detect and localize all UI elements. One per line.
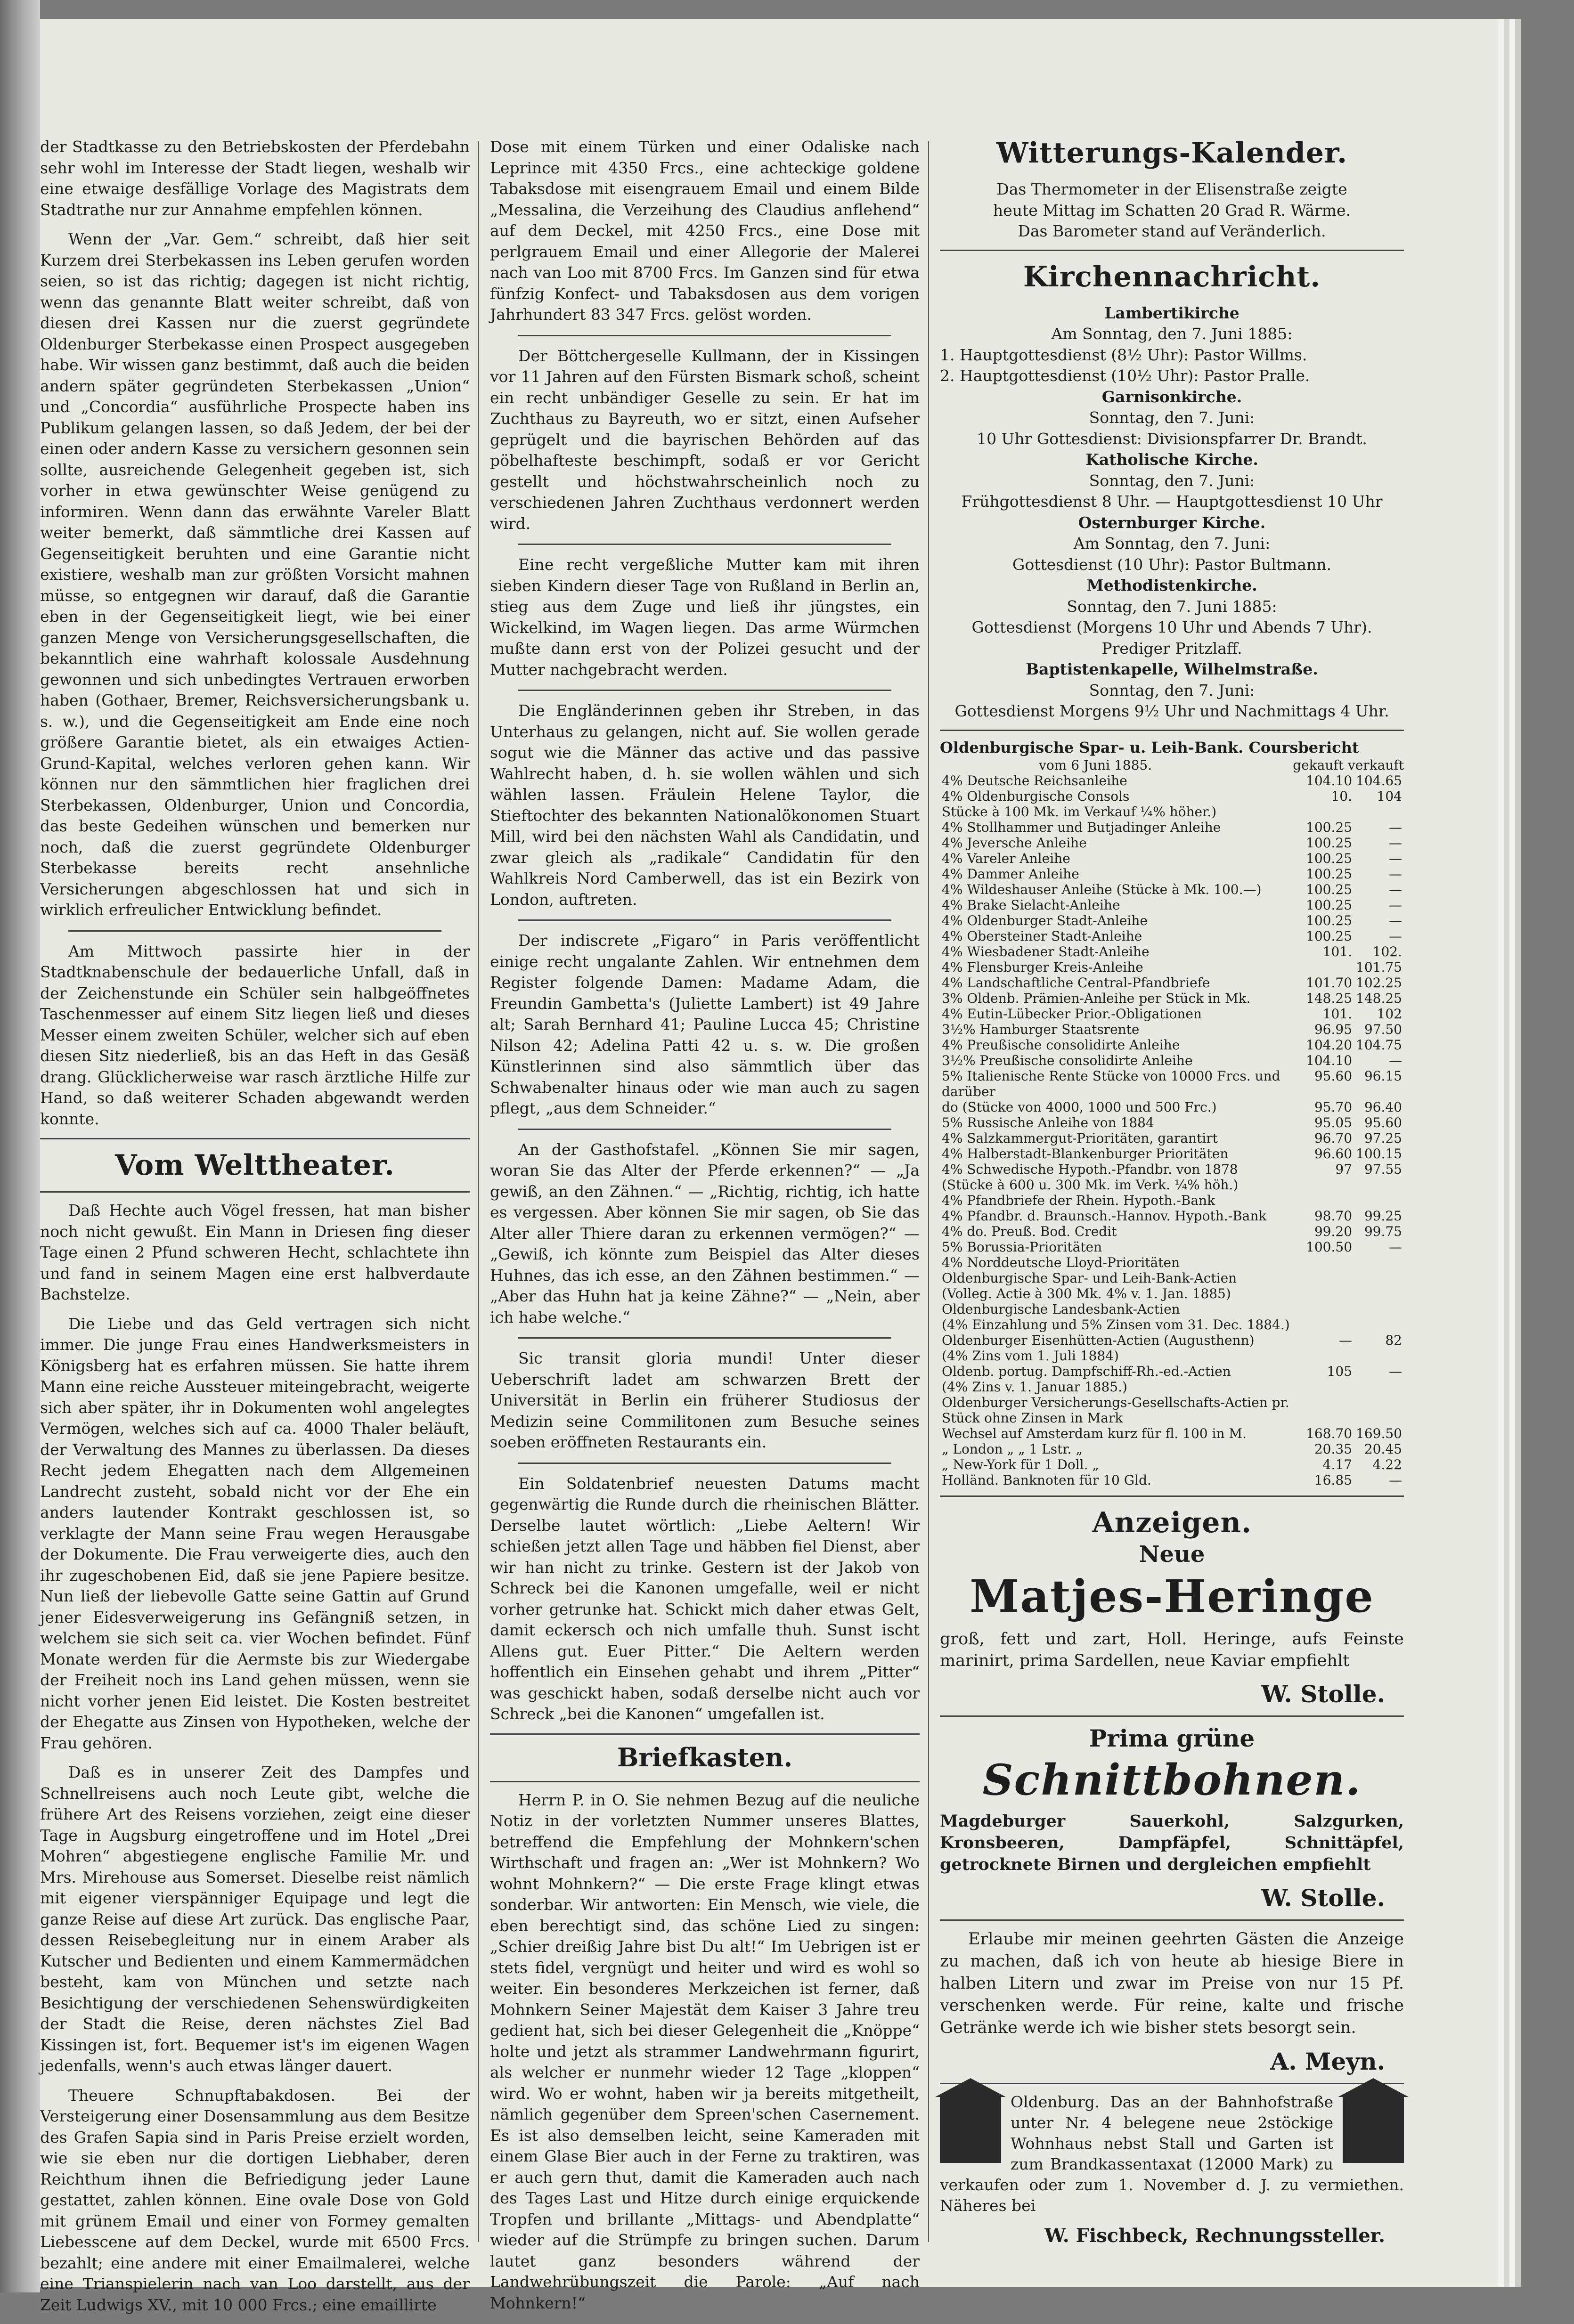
kurs-row (940, 788, 1404, 804)
church-line: Garnisonkirche. (1101, 387, 1242, 406)
kurs-buy-value: 168.70 (1306, 1425, 1353, 1441)
kurs-row (940, 1162, 1404, 1177)
kurs-buy-value: 10. (1331, 788, 1353, 804)
kurs-row (940, 773, 1404, 788)
kurs-row (940, 866, 1404, 882)
kurs-security-name: 4% Preußische consolidirte Anleihe (942, 1037, 1180, 1053)
kurs-row (940, 1115, 1404, 1130)
article-liebe-geld: Die Liebe und das Geld vertragen sich nicht immer. Die junge Frau eines Handwerksmeisters in Königsberg hat es erfahren müssen. Sie hatte ihrem Mann eine reiche Aussteuer miteingebracht, weigerte sich aber später, ihr in Dokumenten wohl angelegtes Vermögen, welches sich auf ca. 4000 Thaler beläuft, der Verwaltung des Mannes zu überlassen. Da dieses Recht jedem Ehegatten nach dem Allgemeinen Landrecht zusteht, sobald nicht vor der Ehe ein anders lautender Kontrakt geschlossen ist, so verklagte der Mann seine Frau wegen Herausgabe der Dokumente. Die Frau verweigerte dies, auch den ihr zugeschobenen Eid, daß sie jene Papiere besitze. Nun ließ der liebevolle Gatte seine Gattin auf Grund jener Eidesverweigerung ins Gefängniß setzen, in welchem sie sich seit ca. vier Wochen befindet. Fünf Monate werden für die Aermste bis zur Wiedergabe der Freiheit noch ins Land gehen müssen, wenn sie nicht vorher jenen Eid leistet. Die Kosten bestreitet der Ehegatte aus Zinsen von Hypotheken, welche der Frau gehören. (40, 1314, 470, 1752)
kurs-row (940, 1441, 1404, 1457)
kurs-security-name: 4% Wildeshauser Anleihe (Stücke à Mk. 100.—) (942, 881, 1262, 897)
divider (940, 2083, 1404, 2084)
kurs-buy-value: 96.60 (1314, 1146, 1353, 1162)
kurs-buy-value: 96.95 (1314, 1021, 1353, 1037)
kurs-sell-value: — (1389, 866, 1402, 882)
kurs-sell-value: 97.25 (1364, 1130, 1402, 1146)
kurs-security-name: 4% Brake Sielacht-Anleihe (942, 897, 1120, 913)
kurs-sell-value: — (1389, 819, 1402, 835)
kurs-security-name: (Volleg. Actie à 300 Mk. 4% v. 1. Jan. 1885) (942, 1285, 1231, 1301)
divider (940, 250, 1404, 251)
kurs-row (940, 1472, 1404, 1488)
kurs-security-name: Stücke à 100 Mk. im Verkauf ¼% höher.) (942, 804, 1217, 820)
ad1-title: Matjes-Heringe (970, 1570, 1374, 1623)
kurs-row (940, 897, 1404, 913)
kurs-row (940, 944, 1404, 959)
kurs-sell-value: 102.25 (1356, 975, 1402, 991)
kurs-buy-value: 100.25 (1306, 912, 1353, 928)
kurs-sell-value: — (1389, 835, 1402, 851)
kurs-security-name: (4% Einzahlung und 5% Zinsen vom 31. Dec. 1884.) (942, 1316, 1290, 1333)
weather-line: Das Thermometer in der Elisenstraße zeigte (996, 180, 1347, 198)
kurs-row (940, 1426, 1404, 1441)
kurs-buy-value: 97 (1335, 1161, 1353, 1177)
article-briefkasten: Herrn P. in O. Sie nehmen Bezug auf die neuliche Notiz in der vorletzten Nummer unseres Blattes, betreffend die Empfehlung der Mohnkern'schen Wirthschaft und fragen an: „Wer ist Mohnkern? Wo wohnt Mohnkern?“ — Die erste Frage klingt etwas sonderbar. Wir antworten: Ein Mensch, wie viele, die eben berechtigt sind, das schöne Lied zu singen: „Schier dreißig Jahre bist Du alt!“ Im Uebrigen ist er stets fidel, vergnügt und heiter und wird es wohl so weiter. Ein besonderes Merkzeichen ist ferner, daß Mohnkern Seiner Majestät dem Kaiser 3 Jahre treu gedient hat, sich bei dieser Gelegenheit die „Knöppe“ holte und jetzt als strammer Landwehrmann figurirt, als welcher er nunmehr wieder 12 Tage „kloppen“ wird. Wo er wohnt, haben wir ja bereits mitgetheilt, nämlich gegenüber dem Spreen'schen Casernement. Es ist also demselben leicht, seine Kameraden mit einem Glase Bier auch in der Ferne zu traktiren, was er auch gern thut, damit die Kameraden auch nach des Tages Last und Hitze durch einige erquickende Tropfen und brillante „Mittags- und Abendplatte“ wieder auf die Strümpfe zu bringen suchen. Darum lautet ganz besonders während der Landwehrübungszeit die Parole: „Auf nach Mohnkern!“ (490, 1790, 920, 2312)
church-line: Sonntag, den 7. Juni: (1089, 471, 1255, 490)
divider (518, 1337, 891, 1339)
divider (518, 690, 891, 691)
kurs-buy-value: 101.70 (1306, 975, 1353, 991)
kurs-row (940, 1286, 1404, 1301)
kurs-buy-value: 101. (1322, 943, 1353, 959)
kurs-security-name: Oldenburger Versicherungs-Gesellschafts-Actien pr. Stück ohne Zinsen in Mark (942, 1394, 1289, 1426)
divider (518, 335, 891, 336)
kurs-row (940, 1333, 1404, 1348)
kurs-row (940, 975, 1404, 991)
kurs-subheader (940, 757, 1404, 773)
kurs-security-name: Oldenburgische Spar- und Leih-Bank-Actien (942, 1270, 1237, 1286)
divider (40, 1138, 470, 1139)
kurs-buy-value: 16.85 (1314, 1472, 1353, 1488)
kurs-sell-value: 4.22 (1372, 1456, 1402, 1472)
kurs-row (940, 882, 1404, 897)
column-3 (940, 137, 1404, 2251)
kurs-sell-value: 99.75 (1364, 1223, 1402, 1239)
kurs-col-buy: gekauft (1293, 757, 1344, 773)
kurs-row (940, 1208, 1404, 1224)
divider (940, 730, 1404, 731)
kurs-buy-value (1304, 1286, 1354, 1301)
kurs-security-name: 4% Wiesbadener Stadt-Anleihe (942, 943, 1150, 959)
kurs-sell-value: 97.50 (1364, 1021, 1402, 1037)
kurs-sell-value (1354, 804, 1404, 820)
church-line: Am Sonntag, den 7. Juni: (1073, 534, 1271, 553)
kurs-sell-value: 82 (1385, 1332, 1402, 1348)
kurs-security-name: 4% Flensburger Kreis-Anleihe (942, 959, 1143, 975)
kurs-buy-value: 101. (1322, 1006, 1353, 1022)
kurs-sell-value: — (1389, 1363, 1402, 1379)
column-rule-1 (478, 141, 479, 2242)
kurs-buy-value (1304, 1177, 1354, 1193)
divider (40, 1191, 470, 1193)
kurs-security-name: (Stücke à 600 u. 300 Mk. im Verk. ¼% höh.) (942, 1177, 1239, 1193)
kurs-security-name: Oldenburgische Landesbank-Actien (942, 1301, 1180, 1317)
kurs-buy-value: 96.70 (1314, 1130, 1353, 1146)
kurs-sell-value (1354, 1193, 1404, 1208)
article-mutter: Eine recht vergeßliche Mutter kam mit ihren sieben Kindern dieser Tage von Rußland in Berlin an, stieg aus dem Zuge und ließ ihr jüngstes, ein Wickelkind, im Wagen liegen. Das arme Würmchen mußte dann erst von der Polizei gesucht und der Mutter nachgebracht werden. (490, 555, 920, 679)
kurs-row (940, 804, 1404, 820)
divider (518, 544, 891, 545)
house-icon (940, 2095, 1001, 2163)
kurs-row (940, 1053, 1404, 1068)
kurs-row (940, 1224, 1404, 1239)
kurs-buy-value: 95.05 (1314, 1114, 1353, 1130)
ad2-text: Magdeburger Sauerkohl, Salzgurken, Kronsbeeren, Dampfäpfel, Schnittäpfel, getrocknete Birnen und dergleichen empfiehlt (940, 1811, 1404, 1874)
kurs-buy-value: 100.25 (1306, 897, 1353, 913)
kurs-row (940, 913, 1404, 928)
kurs-security-name: 4% Eutin-Lübecker Prior.-Obligationen (942, 1006, 1202, 1022)
kurs-sell-value (1354, 1270, 1404, 1286)
kurs-security-name: 4% Stollhammer und Butjadinger Anleihe (942, 819, 1221, 835)
kurs-security-name: 3½% Preußische consolidirte Anleihe (942, 1052, 1193, 1068)
kurs-buy-value: 100.25 (1306, 835, 1353, 851)
church-line: Sonntag, den 7. Juni: (1089, 408, 1255, 427)
column-rule-2 (928, 141, 929, 2242)
church-heading: Kirchennachricht. (1023, 260, 1321, 293)
kurs-buy-value: — (1339, 1332, 1353, 1348)
kurs-row (940, 1006, 1404, 1022)
kurs-sell-value: 104.75 (1356, 1037, 1402, 1053)
kurs-security-name: 5% Borussia-Prioritäten (942, 1239, 1102, 1255)
article-soldatenbrief: Ein Soldatenbrief neuesten Datums macht gegenwärtig die Runde durch die rheinischen Blätter. Derselbe lautet wörtlich: „Liebe Aeltern! Wir schießen jetzt allen Tage und häbben fiel Dienst, aber wir han nicht zu trinke. Gestern ist der Jakob von Schreck bei die Kanonen umgefalle, weil er nicht vorher getrunke hat. Schickt mich daher etwas Gelt, damit eckersch och nich umfalle thuh. Sunst ischt Allens gut. Euer Pitter.“ Die Aeltern werden hoffentlich ein Einsehen gehabt und ihrem „Pitter“ was geschickt haben, sodaß derselbe nicht auch vor Schreck „bei die Kanonen“ umgefallen ist. (490, 1474, 920, 1723)
ad2-signature: W. Stolle. (1261, 1884, 1385, 1912)
kurs-buy-value: 104.10 (1306, 1052, 1353, 1068)
kurs-security-name: 4% Oldenburgische Consols (942, 788, 1130, 804)
church-line: Methodistenkirche. (1086, 576, 1257, 594)
ad1-signature: W. Stolle. (1261, 1680, 1385, 1708)
kurs-buy-value: 100.25 (1306, 866, 1353, 882)
kurs-sell-value (1354, 1348, 1404, 1364)
weather-heading: Witterungs-Kalender. (996, 137, 1347, 170)
kurs-security-name: Holländ. Banknoten für 10 Gld. (942, 1472, 1151, 1488)
divider (940, 1919, 1404, 1921)
kurs-security-name: 4% Dammer Anleihe (942, 866, 1079, 882)
kurs-sell-value: 102 (1377, 1006, 1402, 1022)
article-equipage: Daß es in unserer Zeit des Dampfes und Schnellreisens auch noch Leute gibt, welche die frühere Art des Reisens vorziehen, zeigt eine dieser Tage in Augsburg eingetroffene und im Hotel „Drei Mohren“ abgestiegene englische Familie Mr. und Mrs. Mirehouse aus Somerset. Dieselbe reist nämlich mit eigener vierspänniger Equipage und legt die ganze Reise auf diese Art zurück. Das englische Paar, dessen Reisebegleitung nur in einem Araber als Kutscher und Bedienten und einem Kammermädchen besteht, kam von München und setzte nach Besichtigung der verschiedenen Sehenswürdigkeiten der Stadt die Reise, deren nächstes Ziel Bad Kissingen ist, fort. Bequemer ist's im eigenen Wagen jedenfalls, wenn's auch etwas länger dauert. (40, 1763, 470, 2075)
kurs-security-name: 5% Russische Anleihe von 1884 (942, 1114, 1154, 1130)
kurs-sell-value (1354, 1301, 1404, 1317)
kurs-buy-value: 100.25 (1306, 819, 1353, 835)
kurs-sell-value: — (1389, 850, 1402, 866)
divider (940, 1495, 1404, 1497)
ads-heading: Anzeigen. (1092, 1506, 1252, 1539)
church-line: Gottesdienst (Morgens 10 Uhr und Abends 7 Uhr). (971, 618, 1372, 636)
kurs-sell-value: — (1389, 897, 1402, 913)
ad3-text: Erlaube mir meinen geehrten Gästen die Anzeige zu machen, daß ich von heute ab hiesige Biere in halben Litern und zwar im Preise von nur 15 Pf. verschenken werde. Für reine, kalte und frische Getränke werde ich wie bisher stets besorgt sein. (940, 1929, 1404, 2037)
church-line: Sonntag, den 7. Juni 1885: (1067, 597, 1277, 616)
divider (940, 1715, 1404, 1717)
article-gasthofstafel: An der Gasthofstafel. „Können Sie mir sagen, woran Sie das Alter der Pferde erkennen?“ — „Ja gewiß, an den Zähnen.“ — „Richtig, richtig, ich hatte es vergessen. Aber können Sie mir sagen, ob Sie das Alter aller Thiere daran zu erkennen vermögen?“ — „Gewiß, ich könnte zum Beispiel das Alter dieses Huhnes, das ich esse, an den Zähnen bestimmen.“ — „Aber das Huhn hat ja keine Zähne?“ — „Nein, aber ich habe welche.“ (490, 1140, 920, 1326)
kurs-buy-value: 95.60 (1314, 1068, 1353, 1084)
kurs-sell-value (1354, 1395, 1404, 1426)
kurs-row (940, 1177, 1404, 1193)
kurs-buy-value (1304, 1317, 1354, 1333)
article-schnupftabakdosen: Theuere Schnupftabakdosen. Bei der Versteigerung einer Dosensammlung aus dem Besitze des Grafen Sapia sind in Paris Preise erzielt worden, wie sie eben nur die dortigen Liebhaber, deren Reichthum ihnen die Befriedigung jeder Laune gestattet, zahlen können. Eine ovale Dose von Gold mit grünem Email und einer von Formey gemalten Liebesscene auf dem Deckel, wurde mit 6500 Frcs. bezahlt; eine andere mit einer Emailmalerei, welche eine Trianspielerin nach van Loo darstellt, aus der Zeit Ludwigs XV., mit 10 000 Frcs.; eine emaillirte (40, 2086, 470, 2314)
kurs-buy-value (1304, 1379, 1354, 1395)
weather-line: heute Mittag im Schatten 20 Grad R. Wärme. (993, 201, 1351, 219)
house-icon (1343, 2095, 1404, 2163)
kurs-sell-value (1354, 1177, 1404, 1193)
kurs-row (940, 1457, 1404, 1472)
divider (490, 1781, 920, 1782)
kurs-buy-value (1304, 804, 1354, 820)
kurs-row (940, 1395, 1404, 1426)
kurs-security-name: 4% Pfandbriefe der Rhein. Hypoth.-Bank (942, 1192, 1215, 1208)
kurs-sell-value: 96.40 (1364, 1099, 1402, 1115)
kurs-sell-value (1354, 1255, 1404, 1270)
ad4-text: Oldenburg. Das an der Bahnhofstraße unter Nr. 4 belegene neue 2stöckige Wohnhaus nebst Stall und Garten ist zum Brandkassentaxat (12000 Mark) zu verkaufen oder zum 1. November d. J. zu vermiethen. Näheres bei (940, 2092, 1404, 2215)
kurs-security-name: 4% Deutsche Reichsanleihe (942, 772, 1127, 788)
column-1 (40, 137, 470, 2324)
kurs-row (940, 1379, 1404, 1395)
kurs-security-name: 4% Jeversche Anleihe (942, 835, 1087, 851)
article-taschenmesser: Am Mittwoch passirte hier in der Stadtknabenschule der bedauerliche Unfall, daß in der Zeichenstunde ein Schüler sein halbgeöffnetes Taschenmesser auf einem Sitz liegen ließ und dieses Messer einem zweiten Schüler, welcher sich auf eben diesen Sitz niederließ, bis an das Heft in das Gesäß drang. Glücklicherweise war rasch ärztliche Hilfe zur Hand, so daß weiterer Schaden abgewandt werden konnte. (40, 942, 470, 1128)
kurs-heading: Oldenburgische Spar- u. Leih-Bank. Coursbericht (940, 738, 1359, 756)
kurs-buy-value: 104.10 (1306, 772, 1353, 788)
kurs-sell-value: — (1389, 928, 1402, 944)
church-line: Katholische Kirche. (1085, 450, 1258, 469)
church-line: Gottesdienst Morgens 9½ Uhr und Nachmittags 4 Uhr. (954, 702, 1389, 720)
kurs-sell-value: — (1389, 1052, 1402, 1068)
kurs-row (940, 1022, 1404, 1037)
church-line: Osternburger Kirche. (1078, 513, 1266, 532)
kurs-sell-value: 96.15 (1364, 1068, 1402, 1084)
ad3-signature: A. Meyn. (1270, 2047, 1385, 2075)
kurs-buy-value (1304, 1193, 1354, 1208)
section-heading-welttheater: Vom Welttheater. (115, 1149, 395, 1182)
kurs-sell-value: 97.55 (1364, 1161, 1402, 1177)
kurs-date: vom 6 Juni 1885. (1039, 757, 1152, 773)
kurs-security-name: 4% Vareler Anleihe (942, 850, 1070, 866)
article-sic-transit: Sic transit gloria mundi! Unter dieser Ueberschrift ladet am schwarzen Brett der Universität in Berlin ein früherer Studiosus der Medizin seine Commilitonen zum Besuche seines soeben eröffneten Restaurants ein. (490, 1349, 920, 1451)
ad1-text: groß, fett und zart, Holl. Heringe, aufs Feinste marinirt, prima Sardellen, neue Kaviar empfiehlt (940, 1629, 1404, 1670)
kurs-row (940, 959, 1404, 975)
kurs-sell-value: — (1389, 912, 1402, 928)
article-hechte: Daß Hechte auch Vögel fressen, hat man bisher noch nicht gewußt. Ein Mann in Driesen fing dieser Tage einen 2 Pfund schweren Hecht, schlachtete ihn und fand in seinem Magen eine erst halbverdaute Bachstelze. (40, 1201, 470, 1303)
kurs-security-name: 4% do. Preuß. Bod. Credit (942, 1223, 1117, 1239)
kurs-sell-value: 148.25 (1356, 990, 1402, 1006)
section-heading-briefkasten: Briefkasten. (617, 1742, 793, 1772)
kurs-buy-value: 148.25 (1306, 990, 1353, 1006)
ad4-signature: W. Fischbeck, Rechnungssteller. (1044, 2224, 1385, 2247)
kurs-buy-value: 99.20 (1314, 1223, 1353, 1239)
kurs-security-name: 4% Landschaftliche Central-Pfandbriefe (942, 975, 1210, 991)
kurs-sell-value: 20.45 (1364, 1441, 1402, 1457)
kurs-buy-value: 100.50 (1306, 1239, 1353, 1255)
kurs-security-name: (4% Zins v. 1. Januar 1885.) (942, 1379, 1127, 1395)
kurs-row (940, 820, 1404, 835)
kurs-row (940, 1099, 1404, 1115)
divider (490, 1733, 920, 1735)
ad1-pre: Neue (1139, 1541, 1205, 1568)
kurs-sell-value (1354, 1286, 1404, 1301)
weather-line: Das Barometer stand auf Veränderlich. (1018, 222, 1326, 240)
church-line: Gottesdienst (10 Uhr): Pastor Bultmann. (1012, 555, 1332, 574)
kurs-row (940, 1364, 1404, 1379)
church-line: Baptistenkapelle, Wilhelmstraße. (1026, 660, 1318, 678)
kurs-buy-value (1304, 1348, 1354, 1364)
kurs-col-sell: verkauft (1347, 757, 1404, 773)
kurs-buy-value (1304, 959, 1354, 975)
kurs-security-name: 4% Halberstadt-Blankenburger Prioritäten (942, 1146, 1229, 1162)
kurs-sell-value: 99.25 (1364, 1208, 1402, 1224)
kurs-security-name: 4% Oldenburger Stadt-Anleihe (942, 912, 1148, 928)
kurs-sell-value (1354, 1317, 1404, 1333)
kurs-security-name: do (Stücke von 4000, 1000 und 500 Frc.) (942, 1099, 1217, 1115)
kurs-security-name: 4% Salzkammergut-Prioritäten, garantirt (942, 1130, 1218, 1146)
kurs-buy-value: 100.25 (1306, 850, 1353, 866)
kurs-row (940, 1146, 1404, 1162)
kurs-row (940, 1193, 1404, 1208)
ad2-title: Schnittbohnen. (982, 1755, 1362, 1805)
kurs-row (940, 991, 1404, 1006)
kurs-buy-value: 100.25 (1306, 928, 1353, 944)
kurs-security-name: (4% Zins vom 1. Juli 1884) (942, 1348, 1119, 1364)
kurs-security-name: „ London „ „ 1 Lstr. „ (942, 1441, 1083, 1457)
kurs-security-name: 4% Obersteiner Stadt-Anleihe (942, 928, 1142, 944)
church-line: 10 Uhr Gottesdienst: Divisionspfarrer Dr. Brandt. (977, 429, 1367, 448)
kurs-security-name: 5% Italienische Rente Stücke von 10000 Frcs. und darüber (942, 1068, 1280, 1099)
ad4 (940, 2092, 1404, 2247)
kurs-security-name: 4% Norddeutsche Lloyd-Prioritäten (942, 1254, 1180, 1270)
kurs-sell-value: 100.15 (1356, 1146, 1402, 1162)
kurs-table (940, 773, 1404, 1488)
kurs-row (940, 1301, 1404, 1317)
kurs-sell-value: 102. (1372, 943, 1402, 959)
kurs-row (940, 928, 1404, 944)
kurs-buy-value: 4.17 (1322, 1456, 1353, 1472)
kurs-buy-value: 100.25 (1306, 881, 1353, 897)
article-dosen-continued: Dose mit einem Türken und einer Odaliske nach Leprince mit 4350 Frcs., eine achteckige goldene Tabaksdose mit eisengrauem Email und einem Bilde „Messalina, die Verzeihung des Claudius anflehend“ auf dem Deckel, mit 4250 Frcs., eine Dose mit perlgrauem Email und einer Allegorie der Malerei nach van Loo mit 8700 Frcs. Im Ganzen sind für etwa fünfzig Konfect- und Tabaksdosen aus dem vorigen Jahrhundert 83 347 Frcs. gelöst worden. (490, 138, 920, 324)
ad2-pre: Prima grüne (1089, 1724, 1255, 1752)
kurs-row (940, 1270, 1404, 1286)
kurs-sell-value: 104.65 (1356, 772, 1402, 788)
kurs-sell-value: 101.75 (1356, 959, 1402, 975)
kurs-sell-value: 95.60 (1364, 1114, 1402, 1130)
kurs-security-name: „ New-York für 1 Doll. „ (942, 1456, 1099, 1472)
article-stadtkasse: der Stadtkasse zu den Betriebskosten der Pferdebahn sehr wohl im Interesse der Stadt liegen, weshalb wir eine etwaige desfällige Vorlage des Magistrats dem Stadtrathe nur zur Annahme empfehlen können. (40, 138, 470, 219)
church-line: Frühgottesdienst 8 Uhr. — Hauptgottesdienst 10 Uhr (961, 492, 1383, 511)
church-schedule (940, 303, 1404, 722)
kurs-sell-value (1354, 1379, 1404, 1395)
church-line: Prediger Pritzlaff. (1101, 639, 1242, 658)
kurs-sell-value: 169.50 (1356, 1425, 1402, 1441)
kurs-row (940, 835, 1404, 851)
kurs-row (940, 1255, 1404, 1270)
divider (68, 930, 441, 932)
article-figaro: Der indiscrete „Figaro“ in Paris veröffentlicht einige recht ungalante Zahlen. Wir entnehmen dem Register folgende Damen: Madame Adam, die Freundin Gambetta's (Juliette Lambert) ist 49 Jahre alt; Sarah Bernhard 41; Pauline Lucca 45; Christine Nilson 42; Adelina Patti 42 u. s. w. Die großen Künstlerinnen sind also sämmtlich über das Schwabenalter hinaus oder wie man auch zu sagen pflegt, „aus dem Schneider.“ (490, 931, 920, 1117)
kurs-buy-value (1304, 1395, 1354, 1426)
divider (518, 1463, 891, 1464)
divider (518, 1129, 891, 1130)
church-line: Sonntag, den 7. Juni: (1089, 681, 1255, 699)
article-englaenderinnen: Die Engländerinnen geben ihr Streben, in das Unterhaus zu gelangen, nicht auf. Sie wollen gerade sogut wie die Männer das active und das passive Wahlrecht haben, d. h. sie wollen wählen und sich wählen lassen. Fräulein Helene Taylor, die Stieftochter des bekannten Nationalökonomen Stuart Mill, wird bei den nächsten Wahl als Candidatin, und zwar gleich als „radikale“ Candidatin für den Wahlkreis Nord Camberwell, das ist ein Bezirk von London, auftreten. (490, 701, 920, 909)
kurs-security-name: Oldenb. portug. Dampfschiff-Rh.-ed.-Actien (942, 1363, 1231, 1379)
article-sterbekassen: Wenn der „Var. Gem.“ schreibt, daß hier seit Kurzem drei Sterbekassen ins Leben gerufen worden seien, so ist das richtig; dagegen ist nicht richtig, wenn das genannte Blatt weiter schreibt, daß von diesen drei Kassen nur die zuerst gegründete Oldenburger Sterbekasse einen Prospect ausgegeben habe. Wir wissen ganz bestimmt, daß auch die beiden andern später gegründeten Sterbekassen „Union“ und „Concordia“ ausführliche Prospecte haben ins Publikum gelangen lassen, so daß Jedem, der bei der einen oder andern Kasse zu versichern gesonnen sein sollte, ausreichende Gelegenheit gegeben ist, sich vorher in etwa gewünschter Weise genügend zu informiren. Wenn dann das erwähnte Vareler Blatt weiter bemerkt, daß sämmtliche drei Kassen auf Gegenseitigkeit beruhten und eine Garantie nicht existiere, weshalb man zur größten Vorsicht mahnen müsse, so entgegnen wir darauf, daß die Garantie eben in der Gegenseitigkeit liegt, wie bei einer ganzen Menge von Versicherungsgesellschaften, die bekanntlich eine wahrhaft kolossale Ausdehnung gewonnen und sich unbedingtes Vertrauen erworben haben (Gothaer, Bremer, Reichsversicherungsbank u. s. w.), und die Gegenseitigkeit am Ende eine noch größere Garantie bietet, als ein etwaiges Actien-Grund-Kapital, welches verloren gehen kann. Wir können nur den sämmtlichen hier fraglichen drei Sterbekassen, Oldenburger, Union und Concordia, das beste Gedeihen wünschen und bemerken nur noch, daß die zuerst gegründete Oldenburger Sterbekasse bereits recht ansehnliche Versicherungen abgeschlossen hat und sich in wirklich erfreulicher Entwicklung befindet. (40, 230, 470, 919)
kurs-buy-value (1304, 1255, 1354, 1270)
kurs-sell-value: — (1389, 881, 1402, 897)
kurs-row (940, 1037, 1404, 1053)
kurs-security-name: Oldenburger Eisenhütten-Actien (Augusthenn) (942, 1332, 1255, 1348)
kurs-security-name: 3% Oldenb. Prämien-Anleihe per Stück in Mk. (942, 990, 1251, 1006)
kurs-buy-value: 105 (1327, 1363, 1353, 1379)
kurs-security-name: 3½% Hamburger Staatsrente (942, 1021, 1140, 1037)
kurs-buy-value: 20.35 (1314, 1441, 1353, 1457)
church-line: Lambertikirche (1104, 303, 1240, 322)
kurs-buy-value (1304, 1301, 1354, 1317)
kurs-security-name: 4% Pfandbr. d. Braunsch.-Hannov. Hypoth.-Bank (942, 1208, 1267, 1224)
kurs-security-name: Wechsel auf Amsterdam kurz für fl. 100 in M. (942, 1425, 1247, 1441)
binding-gutter (0, 0, 40, 2292)
divider (518, 919, 891, 921)
kurs-row (940, 1239, 1404, 1255)
article-kullmann: Der Böttchergeselle Kullmann, der in Kissingen vor 11 Jahren auf den Fürsten Bismark schoß, scheint ein recht unbändiger Geselle zu sein. Er hat im Zuchthaus zu Bayreuth, wo er sitzt, einen Aufseher geprügelt und die bayrischen Behörden auf das pöbelhafteste beschimpft, sodaß er vor Gericht gestellt und höchstwahrscheinlich noch zu verschiedenen Jahren Zuchthaus verdonnert werden wird. (490, 346, 920, 533)
kurs-row (940, 1130, 1404, 1146)
kurs-security-name: 4% Schwedische Hypoth.-Pfandbr. von 1878 (942, 1161, 1238, 1177)
kurs-buy-value: 98.70 (1314, 1208, 1353, 1224)
newspaper-page (40, 19, 1498, 2314)
kurs-row (940, 1317, 1404, 1333)
kurs-sell-value: — (1389, 1239, 1402, 1255)
kurs-row (940, 1068, 1404, 1099)
church-line: 2. Hauptgottesdienst (10½ Uhr): Pastor Pralle. (940, 366, 1310, 385)
column-2 (490, 137, 920, 2322)
kurs-buy-value (1304, 1270, 1354, 1286)
kurs-sell-value: 104 (1377, 788, 1402, 804)
kurs-buy-value: 95.70 (1314, 1099, 1353, 1115)
kurs-sell-value: — (1389, 1472, 1402, 1488)
church-line: Am Sonntag, den 7. Juni 1885: (1051, 325, 1293, 343)
kurs-buy-value: 104.20 (1306, 1037, 1353, 1053)
church-line: 1. Hauptgottesdienst (8½ Uhr): Pastor Willms. (940, 345, 1307, 364)
kurs-row (940, 851, 1404, 866)
kurs-row (940, 1348, 1404, 1364)
